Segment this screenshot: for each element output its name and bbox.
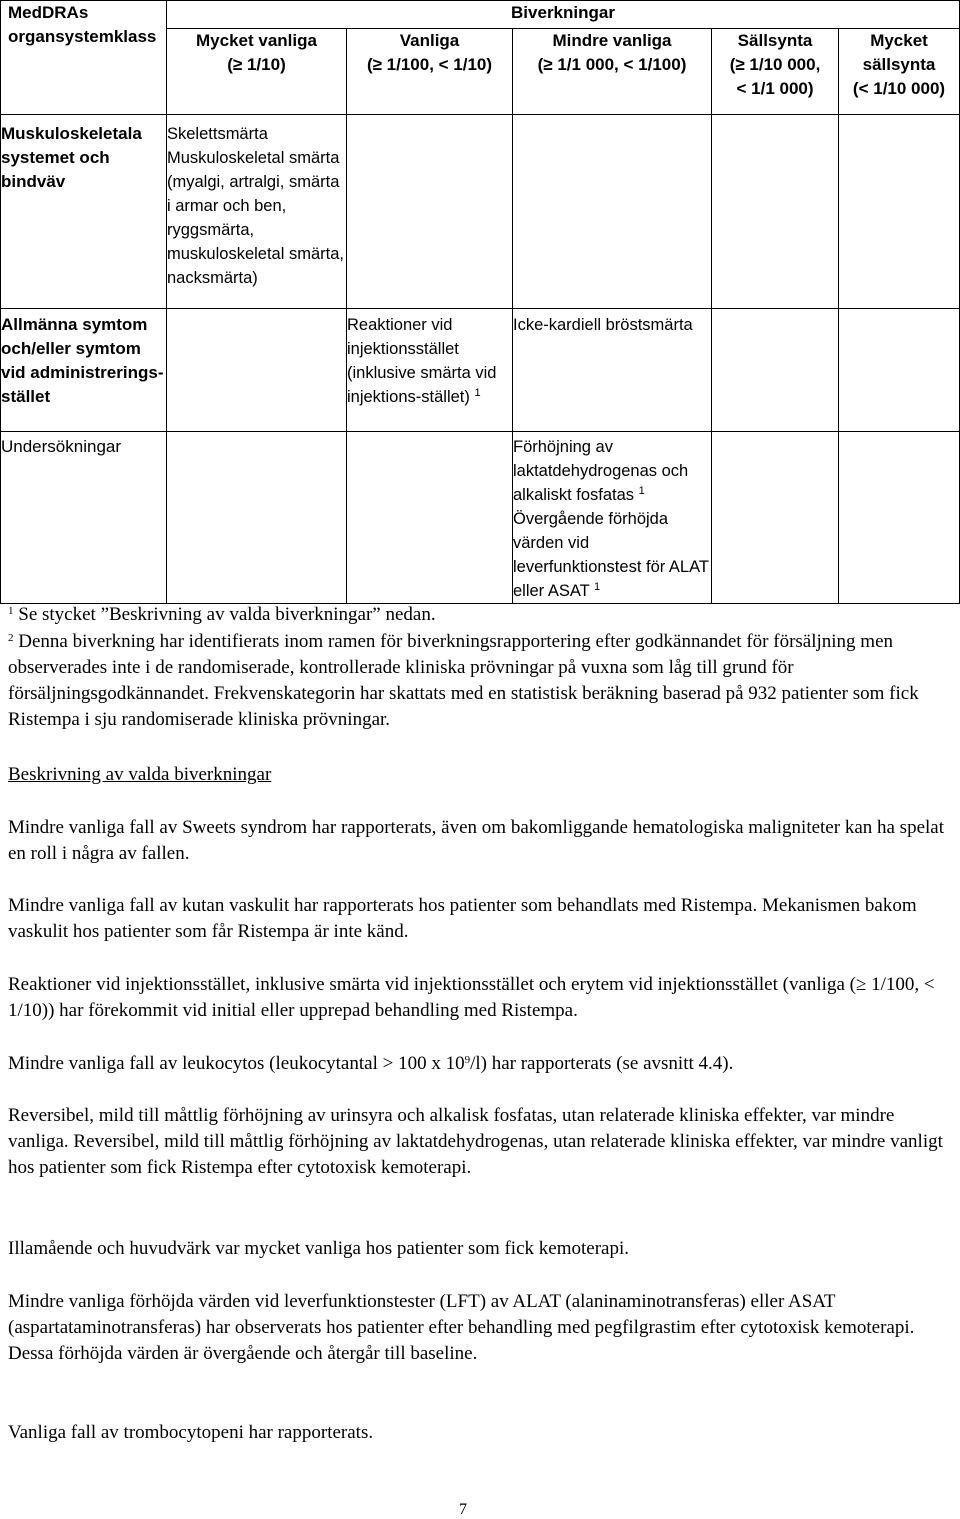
header-common-range: (≥ 1/100, < 1/10) — [366, 55, 493, 74]
footnote-text: Denna biverkning har identifierats inom ramen för biverkningsrapportering efter godkännandet för försäljning men observerades inte i de randomiserade, kontrollerade kliniska prövningar på vuxna som låg till grund för försäljningsgodkännandet. Frekvenskategorin har skattats med en statistisk beräkning baserad på 932 patienter som fick Ristempa i sju randomiserade kliniska prövningar. — [8, 631, 919, 730]
row-common — [347, 432, 513, 604]
paragraph-lft: Mindre vanliga förhöjda värden vid leverfunktionstester (LFT) av ALAT (alaninaminotransferas) eller ASAT (aspartataminotransferas) har observerats hos patienter efter behandling med pegfilgrastim efter cytotoxisk kemoterapi. Dessa förhöjda värden är övergående och återgår till baseline. — [8, 1291, 915, 1364]
row-uncommon: Icke-kardiell bröstsmärta — [513, 309, 712, 432]
row-uncommon — [513, 432, 712, 604]
row-common-text: Reaktioner vid injektionsstället (inklusive smärta vid injektions-stället) — [347, 316, 497, 406]
table-row — [1, 115, 960, 309]
footnote-text: Se stycket ”Beskrivning av valda biverkningar” nedan. — [13, 604, 436, 625]
row-uncommon-item: Förhöjning av laktatdehydrogenas och alkaliskt fosfatas $^1$ — [513, 438, 689, 504]
header-common — [347, 29, 513, 115]
paragraph-vaskulit: Mindre vanliga fall av kutan vaskulit har rapporterats hos patienter som behandlats med Ristempa. Mekanismen bakom vaskulit hos patienter som får Ristempa är inte känd. — [8, 895, 917, 942]
paragraph-sweets: Mindre vanliga fall av Sweets syndrom har rapporterats, även om bakomliggande hematologiska maligniteter kan ha spelat en roll i några av fallen. — [8, 817, 945, 864]
row-very-rare — [839, 432, 960, 604]
header-common-label: Vanliga — [399, 31, 460, 50]
row-soc: Undersökningar — [1, 432, 167, 604]
row-very-common: Skelettsmärta Muskuloskeletal smärta (myalgi, artralgi, smärta i armar och ben, ryggsmärta, muskuloskeletal smärta, nacksmärta) — [167, 115, 347, 309]
row-soc: Allmänna symtom och/eller symtom vid administrerings-stället — [1, 309, 167, 432]
header-rare-range-1: (≥ 1/10 000, — [729, 55, 821, 74]
footnote-1 — [8, 602, 948, 628]
footnote-mark: 1 — [8, 605, 14, 617]
row-rare — [712, 309, 839, 432]
row-very-common — [167, 432, 347, 604]
table-row — [1, 309, 960, 432]
footnote-ref: 1 — [474, 387, 481, 399]
footnote-ref: 1 — [638, 485, 645, 497]
header-rare — [712, 29, 839, 115]
header-very-common-label: Mycket vanliga — [196, 31, 317, 50]
row-very-common — [167, 309, 347, 432]
footnote-ref: 1 — [594, 581, 601, 593]
table-row — [1, 432, 960, 604]
page-number: 7 — [459, 1501, 467, 1518]
header-biverkningar: Biverkningar — [167, 1, 960, 29]
row-very-rare — [839, 115, 960, 309]
header-very-rare-label-1: Mycket — [870, 31, 928, 50]
row-common — [347, 309, 513, 432]
footnote-2 — [8, 629, 948, 733]
paragraph-urinsyra: Reversibel, mild till måttlig förhöjning av urinsyra och alkalisk fosfatas, utan relaterade kliniska effekter, var mindre vanliga. Reversibel, mild till måttlig förhöjning av laktatdehydrogenas, utan relaterade kliniska effekter, var mindre vanligt hos patienter som fick Ristempa efter cytotoxisk kemoterapi. — [8, 1105, 943, 1178]
row-very-rare — [839, 309, 960, 432]
section-heading: Beskrivning av valda biverkningar — [8, 764, 272, 785]
paragraph-leukocytos: Mindre vanliga fall av leukocytos (leukocytantal > 100 x $10^9/l$) har rapporterats (se avsnitt 4.4). — [8, 1053, 734, 1074]
header-very-rare — [839, 29, 960, 115]
row-rare — [712, 115, 839, 309]
paragraph-injection: Reaktioner vid injektionsstället, inklusive smärta vid injektionsstället och erytem vid injektionsstället (vanliga (≥ 1/100, < 1/10)) har förekommit vid initial eller upprepad behandling med Ristempa. — [8, 974, 935, 1021]
footnote-mark: 2 — [8, 632, 14, 644]
header-uncommon-range: (≥ 1/1 000, < 1/100) — [537, 55, 687, 74]
adverse-reactions-table — [0, 0, 960, 604]
header-rare-range-2: < 1/1 000) — [736, 79, 814, 98]
header-very-rare-range: (< 1/10 000) — [852, 79, 946, 98]
row-common — [347, 115, 513, 309]
header-uncommon — [513, 29, 712, 115]
row-uncommon-item: Övergående förhöjda värden vid leverfunktionstest för ALAT eller ASAT $^1$ — [513, 510, 709, 600]
header-rare-label: Sällsynta — [737, 31, 813, 50]
row-rare — [712, 432, 839, 604]
header-very-common-range: (≥ 1/10) — [227, 55, 286, 74]
header-soc: MedDRAs organsystemklass — [1, 1, 167, 115]
paragraph-illamaende: Illamående och huvudvärk var mycket vanliga hos patienter som fick kemoterapi. — [8, 1238, 629, 1259]
row-soc: Muskuloskeletala systemet och bindväv — [1, 115, 167, 309]
paragraph-trombocytopeni: Vanliga fall av trombocytopeni har rapporterats. — [8, 1422, 374, 1443]
header-uncommon-label: Mindre vanliga — [552, 31, 672, 50]
row-uncommon — [513, 115, 712, 309]
header-very-common — [167, 29, 347, 115]
header-very-rare-label-2: sällsynta — [862, 55, 936, 74]
